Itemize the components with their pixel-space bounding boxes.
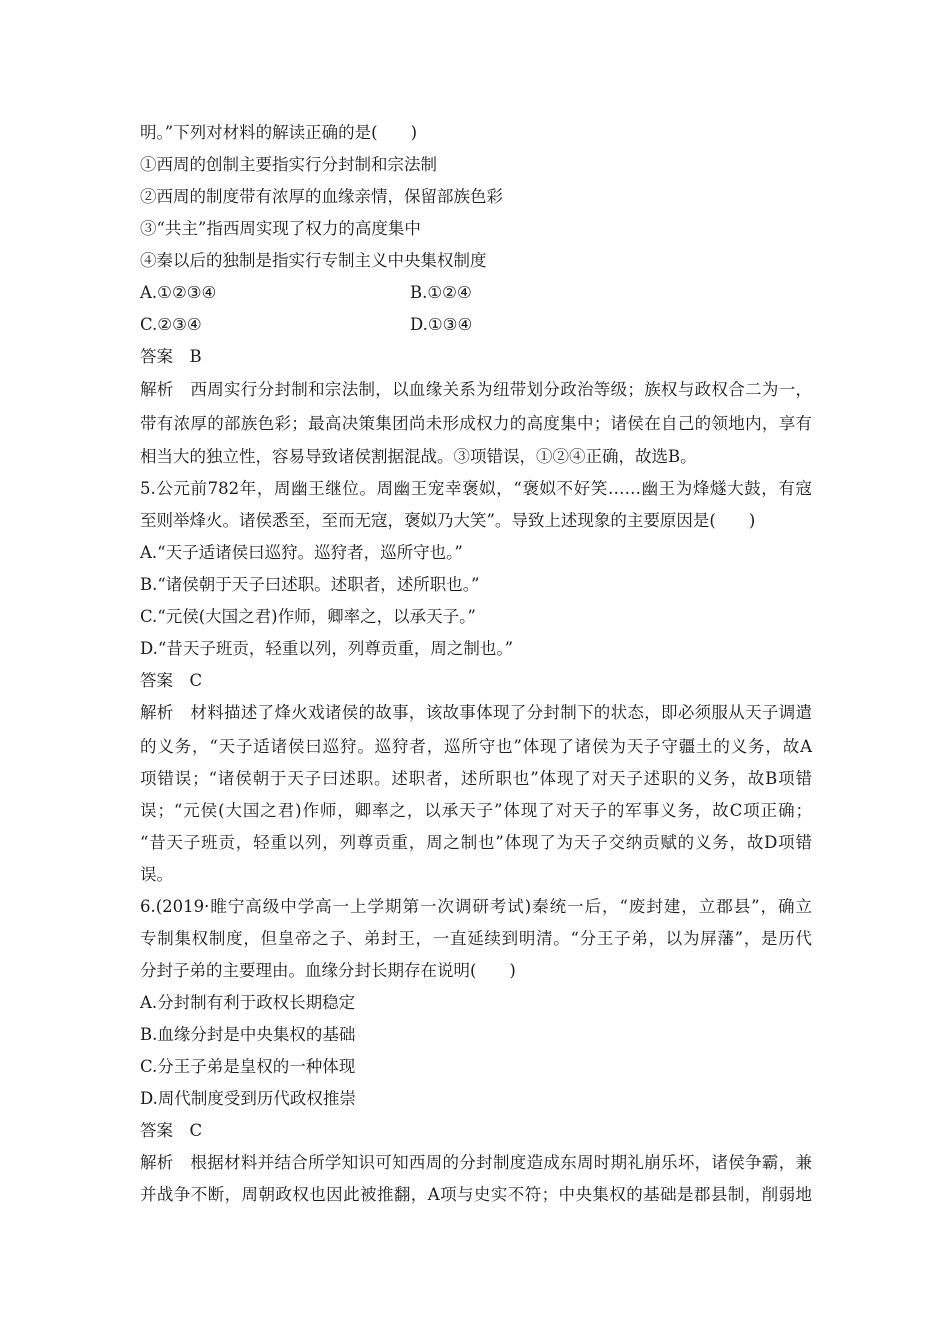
option-d: D.周代制度受到历代政权推崇: [140, 1089, 356, 1108]
question-5-stem: 5.公元前782年，周幽王继位。周幽王宠幸褒姒，“褒姒不好笑……幽王为烽燧大鼓，有寇: [140, 479, 812, 498]
question-6-stem: 6.(2019·睢宁高级中学高一上学期第一次调研考试)秦统一后，“废封建，立郡县”，确立: [140, 897, 812, 916]
option-d: D.“昔天子班贡，轻重以列，列尊贡重，周之制也。”: [140, 639, 514, 658]
text-line: 明。”下列对材料的解读正确的是( ): [140, 123, 418, 142]
analysis-line: 带有浓厚的部族色彩；最高决策集团尚未形成权力的高度集中；诸侯在自己的领地内，享有: [140, 414, 812, 433]
analysis-line: 相当大的独立性，容易导致诸侯割据混战。③项错误，①②④正确，故选B。: [140, 447, 697, 466]
option-c: C.“元侯(大国之君)作师，卿率之，以承天子。”: [140, 607, 476, 626]
option-b: B.血缘分封是中央集权的基础: [140, 1025, 356, 1044]
question-5-stem: 至则举烽火。诸侯悉至，至而无寇，褒姒乃大笑”。导致上述现象的主要原因是( ): [140, 511, 756, 530]
option-c: C.②③④: [140, 315, 202, 334]
analysis-line: 误。: [140, 865, 173, 884]
statement-2: ②西周的制度带有浓厚的血缘亲情，保留部族色彩: [140, 187, 503, 206]
analysis-line: 解析 西周实行分封制和宗法制，以血缘关系为纽带划分政治等级；族权与政权合二为一，: [140, 380, 812, 399]
option-b: B.①②④: [410, 283, 472, 302]
answer-label: 答案 C: [140, 1121, 203, 1140]
analysis-line: 并战争不断，周朝政权也因此被推翻，A项与史实不符；中央集权的基础是郡县制，削弱地: [140, 1185, 812, 1204]
option-a: A.“天子适诸侯曰巡狩。巡狩者，巡所守也。”: [140, 543, 463, 562]
option-c: C.分王子弟是皇权的一种体现: [140, 1057, 356, 1076]
answer-label: 答案 B: [140, 347, 202, 366]
statement-1: ①西周的创制主要指实行分封制和宗法制: [140, 155, 437, 174]
option-d: D.①③④: [410, 315, 473, 334]
analysis-line: 误；“元侯(大国之君)作师，卿率之，以承天子”体现了对天子的军事义务，故C项正确；: [140, 801, 812, 820]
answer-label: 答案 C: [140, 671, 203, 690]
statement-4: ④秦以后的独制是指实行专制主义中央集权制度: [140, 251, 487, 270]
option-a: A.①②③④: [140, 283, 217, 302]
statement-3: ③“共主”指西周实现了权力的高度集中: [140, 219, 421, 238]
analysis-line: 项错误；“诸侯朝于天子曰述职。述职者，述所职也”体现了对天子述职的义务，故B项错: [140, 769, 812, 788]
question-6-stem: 专制集权制度，但皇帝之子、弟封王，一直延续到明清。“分王子弟，以为屏藩”，是历代: [140, 929, 812, 948]
option-a: A.分封制有利于政权长期稳定: [140, 993, 356, 1012]
option-b: B.“诸侯朝于天子曰述职。述职者，述所职也。”: [140, 575, 480, 594]
question-6-stem: 分封子弟的主要理由。血缘分封长期存在说明( ): [140, 961, 516, 980]
analysis-line: 解析 材料描述了烽火戏诸侯的故事，该故事体现了分封制下的状态，即必须服从天子调遣: [140, 703, 812, 722]
analysis-line: 解析 根据材料并结合所学知识可知西周的分封制度造成东周时期礼崩乐坏，诸侯争霸，兼: [140, 1153, 812, 1172]
analysis-line: 的义务，“天子适诸侯曰巡狩。巡狩者，巡所守也”体现了诸侯为天子守疆土的义务，故A: [140, 737, 812, 756]
analysis-line: “昔天子班贡，轻重以列，列尊贡重，周之制也”体现了为天子交纳贡赋的义务，故D项错: [140, 833, 812, 852]
